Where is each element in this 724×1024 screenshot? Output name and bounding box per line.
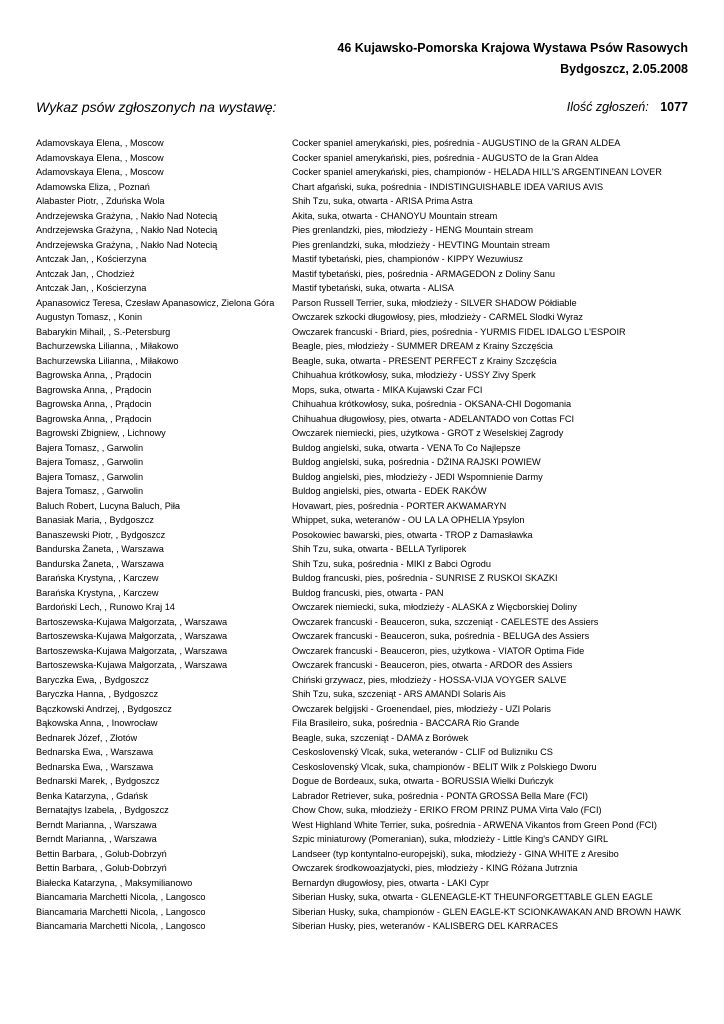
list-item <box>36 182 688 197</box>
list-item <box>36 414 688 429</box>
entry-dog: Shih Tzu, suka, otwarta - BELLA Tyrliporek <box>292 544 467 554</box>
list-item <box>36 805 688 820</box>
entry-dog: Mastif tybetański, pies, pośrednia - ARMAGEDON z Doliny Sanu <box>292 268 555 279</box>
entry-owner: Andrzejewska Grażyna, , Nakło Nad Notecią <box>36 225 218 235</box>
entry-owner: Alabaster Piotr, , Zduńska Wola <box>36 196 165 206</box>
list-item <box>36 269 688 284</box>
entry-owner: Bąkowska Anna, , Inowrocław <box>36 718 158 728</box>
entries-list <box>36 138 688 936</box>
list-item <box>36 907 688 922</box>
list-item <box>36 617 688 632</box>
entry-owner: Banaszewski Piotr, , Bydgoszcz <box>36 529 166 540</box>
list-item <box>36 486 688 501</box>
entry-owner: Barańska Krystyna, , Karczew <box>36 587 159 598</box>
entry-dog: Buldog francuski, pies, otwarta - PAN <box>292 587 444 598</box>
list-item <box>36 646 688 661</box>
entry-count <box>567 100 688 114</box>
entry-dog: Chihuahua krótkowłosy, suka, młodzieży - USSY Zivy Sperk <box>292 370 536 380</box>
list-item <box>36 399 688 414</box>
entry-dog: Chihuahua krótkowłosy, suka, pośrednia - OKSANA-CHI Dogomania <box>292 399 572 409</box>
list-item <box>36 312 688 327</box>
list-item <box>36 834 688 849</box>
entry-dog: Siberian Husky, pies, weteranów - KALISBERG DEL KARRACES <box>292 921 559 931</box>
entry-dog: Beagle, suka, szczeniąt - DAMA z Borówek <box>292 732 469 743</box>
entry-dog: Owczarek francuski - Beauceron, suka, szczeniąt - CAELESTE des Assiers <box>292 616 599 627</box>
entry-owner: Adamovskaya Elena, , Moscow <box>36 152 164 163</box>
entry-dog: Siberian Husky, suka, championów - GLEN EAGLE-KT SCIONKAWAKAN AND BROWN HAWK <box>292 906 682 917</box>
entry-dog: Labrador Retriever, suka, pośrednia - PONTA GROSSA Bella Mare (FCI) <box>292 790 588 801</box>
entry-owner: Adamovskaya Elena, , Moscow <box>36 138 164 148</box>
entry-owner: Baryczka Ewa, , Bydgoszcz <box>36 674 149 685</box>
entry-owner: Bagrowska Anna, , Prądocin <box>36 399 152 409</box>
entry-dog: Mops, suka, otwarta - MIKA Kujawski Czar FCI <box>292 384 483 395</box>
list-item <box>36 240 688 255</box>
list-item <box>36 515 688 530</box>
entry-dog: Owczarek belgijski - Groenendael, pies, młodzieży - UZI Polaris <box>292 703 551 714</box>
entry-owner: Babarykin Mihail, , S.-Petersburg <box>36 326 171 337</box>
entry-dog: Landseer (typ kontyntalno-europejski), suka, młodzieży - GINA WHITE z Aresibo <box>292 848 619 859</box>
entry-dog: Buldog angielski, pies, otwarta - EDEK RAKÓW <box>292 486 487 496</box>
entry-dog: Ceskoslovenský Vlcak, suka, weteranów - CLIF od Bulizniku CS <box>292 747 553 757</box>
entry-dog: Siberian Husky, suka, otwarta - GLENEAGLE-KT THEUNFORGETTABLE GLEN EAGLE <box>292 892 653 902</box>
list-item <box>36 660 688 675</box>
list-item <box>36 921 688 936</box>
entry-dog: Owczarek środkowoazjatycki, pies, młodzieży - KING Różana Jutrznia <box>292 863 578 873</box>
entry-dog: Akita, suka, otwarta - CHANOYU Mountain stream <box>292 210 498 221</box>
entry-dog: Shih Tzu, suka, szczeniąt - ARS AMANDI Solaris Ais <box>292 689 506 699</box>
entry-owner: Berndt Marianna, , Warszawa <box>36 834 157 844</box>
entry-owner: Bednarska Ewa, , Warszawa <box>36 747 154 757</box>
entry-owner: Augustyn Tomasz, , Konin <box>36 312 143 322</box>
entry-owner: Bartoszewska-Kujawa Małgorzata, , Warszawa <box>36 660 228 670</box>
entry-owner: Bardoński Lech, , Runowo Kraj 14 <box>36 602 175 612</box>
list-item <box>36 356 688 371</box>
entry-dog: Owczarek niemiecki, pies, użytkowa - GROT z Weselskiej Zagrody <box>292 428 564 438</box>
entry-dog: Beagle, suka, otwarta - PRESENT PERFECT z Krainy Szczęścia <box>292 355 557 366</box>
list-item <box>36 820 688 835</box>
list-item <box>36 718 688 733</box>
list-item <box>36 675 688 690</box>
entry-owner: Bandurska Żaneta, , Warszawa <box>36 544 164 554</box>
entry-dog: Posokowiec bawarski, pies, otwarta - TROP z Damasławka <box>292 529 533 540</box>
list-item <box>36 370 688 385</box>
entry-owner: Bednarski Marek, , Bydgoszcz <box>36 776 160 786</box>
entry-dog: Pies grenlandzki, pies, młodzieży - HENG Mountain stream <box>292 225 534 235</box>
entry-owner: Bagrowski Zbigniew, , Lichnowy <box>36 428 166 438</box>
entry-dog: Mastif tybetański, suka, otwarta - ALISA <box>292 283 454 293</box>
entry-owner: Apanasowicz Teresa, Czesław Apanasowicz, Zielona Góra <box>36 297 275 308</box>
list-item <box>36 225 688 240</box>
entry-owner: Biancamaria Marchetti Nicola, , Langosco <box>36 921 206 931</box>
entry-owner: Bednarska Ewa, , Warszawa <box>36 761 154 772</box>
entry-dog: Owczarek francuski - Briard, pies, pośrednia - YURMIS FIDEL IDALGO L'ESPOIR <box>292 326 626 337</box>
entry-dog: Ceskoslovenský Vlcak, suka, championów - BELIT Wilk z Polskiego Dworu <box>292 761 597 772</box>
entry-owner: Adamovskaya Elena, , Moscow <box>36 167 164 177</box>
entry-owner: Bajera Tomasz, , Garwolin <box>36 486 144 496</box>
entry-owner: Bagrowska Anna, , Prądocin <box>36 370 152 380</box>
entry-dog: Mastif tybetański, pies, championów - KIPPY Wezuwiusz <box>292 254 523 264</box>
list-item <box>36 138 688 153</box>
list-item <box>36 892 688 907</box>
document-title: 46 Kujawsko-Pomorska Krajowa Wystawa Psów Rasowych <box>337 41 688 55</box>
entry-dog: Fila Brasileiro, suka, pośrednia - BACCARA Rio Grande <box>292 718 520 728</box>
entry-dog: Szpic miniaturowy (Pomeranian), suka, młodzieży - Little King's CANDY GIRL <box>292 834 609 844</box>
entry-dog: Cocker spaniel amerykański, pies, pośrednia - AUGUSTO de la Gran Aldea <box>292 152 599 163</box>
list-item <box>36 849 688 864</box>
entry-owner: Bajera Tomasz, , Garwolin <box>36 471 144 482</box>
entry-owner: Bajera Tomasz, , Garwolin <box>36 457 144 467</box>
entry-owner: Barańska Krystyna, , Karczew <box>36 573 159 583</box>
list-item <box>36 878 688 893</box>
entry-owner: Baryczka Hanna, , Bydgoszcz <box>36 689 159 699</box>
list-item <box>36 254 688 269</box>
list-item <box>36 762 688 777</box>
list-item <box>36 776 688 791</box>
entry-owner: Antczak Jan, , Kościerzyna <box>36 283 147 293</box>
entry-dog: Cocker spaniel amerykański, pies, championów - HELADA HILL'S ARGENTINEAN LOVER <box>292 167 662 177</box>
entry-owner: Białecka Katarzyna, , Maksymilianowo <box>36 877 193 888</box>
entry-dog: Chart afgański, suka, pośrednia - INDISTINGUISHABLE IDEA VARIUS AVIS <box>292 181 604 192</box>
entry-owner: Bachurzewska Lilianna, , Miłakowo <box>36 341 179 351</box>
list-item <box>36 631 688 646</box>
entry-dog: Cocker spaniel amerykański, pies, pośrednia - AUGUSTINO de la GRAN ALDEA <box>292 138 621 148</box>
list-heading: Wykaz psów zgłoszonych na wystawę: <box>36 99 277 115</box>
entry-owner: Bagrowska Anna, , Prądocin <box>36 384 152 395</box>
entry-dog: Chihuahua długowłosy, pies, otwarta - ADELANTADO von Cottas FCI <box>292 413 575 424</box>
list-item <box>36 283 688 298</box>
list-item <box>36 298 688 313</box>
list-item <box>36 428 688 443</box>
list-item <box>36 602 688 617</box>
entry-owner: Bandurska Żaneta, , Warszawa <box>36 558 164 569</box>
list-item <box>36 385 688 400</box>
entry-owner: Antczak Jan, , Chodzież <box>36 268 135 279</box>
list-item <box>36 733 688 748</box>
entry-dog: Parson Russell Terrier, suka, młodzieży - SILVER SHADOW Półdiable <box>292 297 577 308</box>
entry-owner: Banasiak Maria, , Bydgoszcz <box>36 515 154 525</box>
entry-dog: Beagle, pies, młodzieży - SUMMER DREAM z Krainy Szczęścia <box>292 341 553 351</box>
list-item <box>36 863 688 878</box>
entry-owner: Bernatajtys Izabela, , Bydgoszcz <box>36 805 169 815</box>
list-item <box>36 153 688 168</box>
entry-dog: Owczarek francuski - Beauceron, pies, użytkowa - VIATOR Optima Fide <box>292 645 585 656</box>
entry-dog: Buldog angielski, suka, pośrednia - DŻINA RAJSKI POWIEW <box>292 457 541 467</box>
entry-owner: Bartoszewska-Kujawa Małgorzata, , Warszawa <box>36 616 228 627</box>
entry-owner: Bartoszewska-Kujawa Małgorzata, , Warszawa <box>36 631 228 641</box>
list-item <box>36 559 688 574</box>
entry-dog: Chiński grzywacz, pies, młodzieży - HOSSA-VIJA VOYGER SALVE <box>292 674 567 685</box>
list-item <box>36 501 688 516</box>
entry-dog: Buldog angielski, pies, młodzieży - JEDI Wspomnienie Darmy <box>292 471 543 482</box>
list-item <box>36 704 688 719</box>
entry-owner: Bachurzewska Lilianna, , Miłakowo <box>36 355 179 366</box>
entry-dog: Owczarek szkocki długowłosy, pies, młodzieży - CARMEL Slodki Wyraz <box>292 312 583 322</box>
entry-dog: West Highland White Terrier, suka, pośrednia - ARWENA Vikantos from Green Pond (FCI) <box>292 819 657 830</box>
entry-dog: Chow Chow, suka, młodzieży - ERIKO FROM PRINZ PUMA Virta Valo (FCI) <box>292 805 602 815</box>
entry-dog: Shih Tzu, suka, pośrednia - MIKI z Babci Ogrodu <box>292 558 491 569</box>
list-item <box>36 211 688 226</box>
entry-dog: Buldog angielski, suka, otwarta - VENA To Co Najlepsze <box>292 442 521 453</box>
list-item <box>36 457 688 472</box>
list-item <box>36 443 688 458</box>
entry-owner: Adamowska Eliza, , Poznań <box>36 181 150 192</box>
entry-dog: Whippet, suka, weteranów - OU LA LA OPHELIA Ypsylon <box>292 515 525 525</box>
entry-owner: Bettin Barbara, , Golub-Dobrzyń <box>36 848 167 859</box>
entry-dog: Pies grenlandzki, suka, młodzieży - HEVTING Mountain stream <box>292 239 550 250</box>
list-item <box>36 341 688 356</box>
entry-owner: Biancamaria Marchetti Nicola, , Langosco <box>36 906 206 917</box>
list-item <box>36 327 688 342</box>
entry-owner: Berndt Marianna, , Warszawa <box>36 819 157 830</box>
list-item <box>36 167 688 182</box>
entry-dog: Owczarek niemiecki, suka, młodzieży - ALASKA z Więcborskiej Doliny <box>292 602 577 612</box>
entry-owner: Andrzejewska Grażyna, , Nakło Nad Notecią <box>36 239 218 250</box>
entry-owner: Antczak Jan, , Kościerzyna <box>36 254 147 264</box>
list-item <box>36 689 688 704</box>
list-item <box>36 472 688 487</box>
entry-owner: Benka Katarzyna, , Gdańsk <box>36 790 148 801</box>
list-item <box>36 196 688 211</box>
entry-owner: Baluch Robert, Lucyna Baluch, Piła <box>36 500 181 511</box>
list-item <box>36 791 688 806</box>
entry-dog: Hovawart, pies, pośrednia - PORTER AKWAMARYN <box>292 500 507 511</box>
entry-owner: Bednarek Józef, , Złotów <box>36 732 138 743</box>
entry-dog: Owczarek francuski - Beauceron, pies, otwarta - ARDOR des Assiers <box>292 660 573 670</box>
list-item <box>36 573 688 588</box>
list-item <box>36 530 688 545</box>
entry-dog: Dogue de Bordeaux, suka, otwarta - BORUSSIA Wielki Duńczyk <box>292 776 554 786</box>
entry-owner: Bettin Barbara, , Golub-Dobrzyń <box>36 863 167 873</box>
entry-count-value: 1077 <box>660 100 688 114</box>
entry-owner: Bączkowski Andrzej, , Bydgoszcz <box>36 703 172 714</box>
list-item <box>36 588 688 603</box>
entry-owner: Andrzejewska Grażyna, , Nakło Nad Notecią <box>36 210 218 221</box>
entry-owner: Bajera Tomasz, , Garwolin <box>36 442 144 453</box>
document-subtitle: Bydgoszcz, 2.05.2008 <box>560 62 688 76</box>
entry-owner: Biancamaria Marchetti Nicola, , Langosco <box>36 892 206 902</box>
entry-dog: Buldog francuski, pies, pośrednia - SUNRISE Z RUSKOI SKAZKI <box>292 573 558 583</box>
entry-dog: Owczarek francuski - Beauceron, suka, pośrednia - BELUGA des Assiers <box>292 631 590 641</box>
list-item <box>36 544 688 559</box>
list-item <box>36 747 688 762</box>
entry-dog: Bernardyn długowłosy, pies, otwarta - LAKI Cypr <box>292 877 489 888</box>
entry-dog: Shih Tzu, suka, otwarta - ARISA Prima Astra <box>292 196 473 206</box>
entry-owner: Bartoszewska-Kujawa Małgorzata, , Warszawa <box>36 645 228 656</box>
entry-count-label: Ilość zgłoszeń: <box>566 100 649 114</box>
entry-owner: Bagrowska Anna, , Prądocin <box>36 413 152 424</box>
